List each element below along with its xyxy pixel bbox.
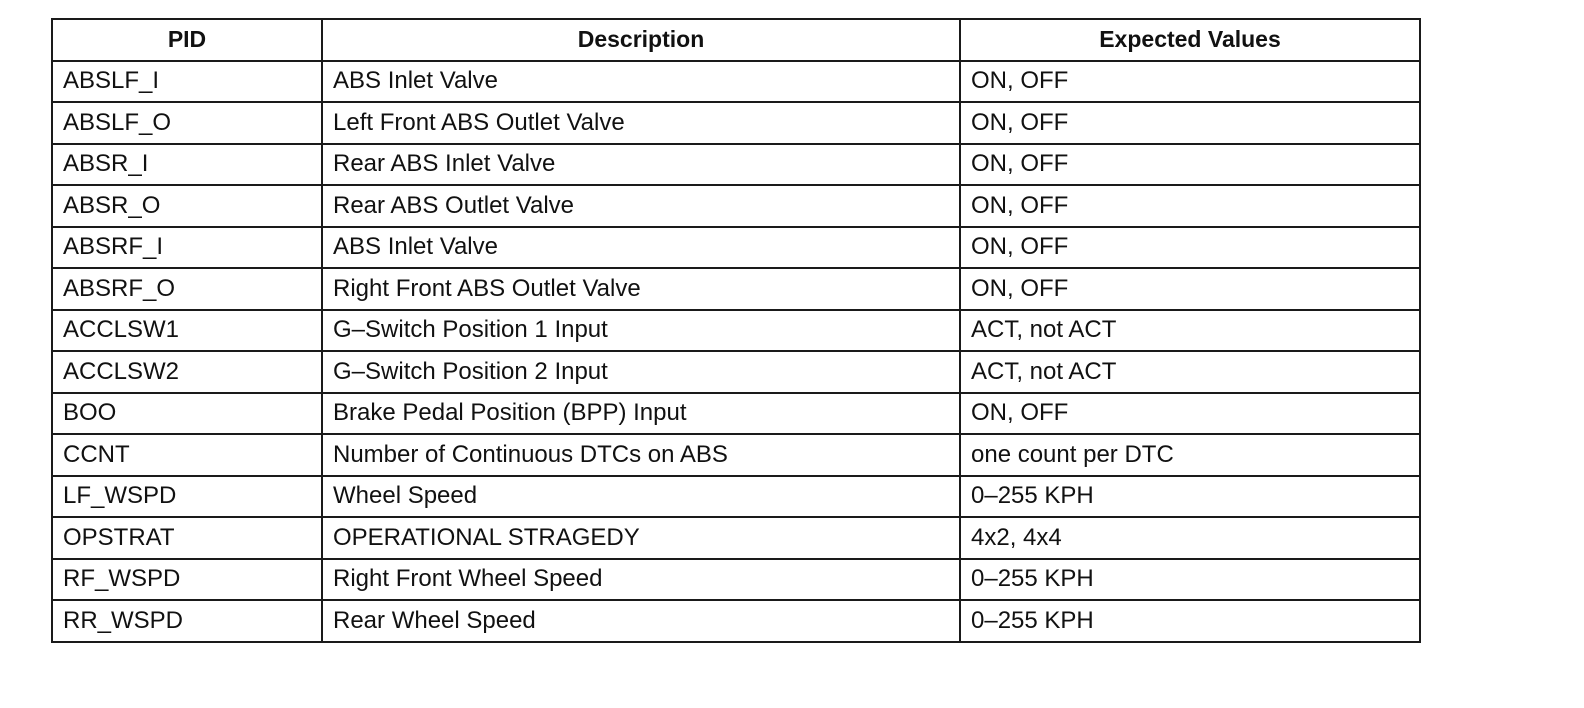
- cell-expected-values: one count per DTC: [960, 434, 1420, 476]
- cell-pid: ABSRF_O: [52, 268, 322, 310]
- cell-description: OPERATIONAL STRAGEDY: [322, 517, 960, 559]
- cell-description: Wheel Speed: [322, 476, 960, 518]
- table-header-row: [52, 19, 1420, 61]
- table-body: [52, 61, 1420, 642]
- cell-pid: ABSRF_I: [52, 227, 322, 269]
- pid-table-container: [51, 18, 1419, 643]
- cell-pid: ACCLSW2: [52, 351, 322, 393]
- cell-pid: ABSR_I: [52, 144, 322, 186]
- cell-pid: OPSTRAT: [52, 517, 322, 559]
- header-pid: PID: [52, 19, 322, 61]
- table-row: [52, 102, 1420, 144]
- cell-description: Right Front ABS Outlet Valve: [322, 268, 960, 310]
- cell-description: Rear Wheel Speed: [322, 600, 960, 642]
- table-row: [52, 268, 1420, 310]
- cell-description: G–Switch Position 1 Input: [322, 310, 960, 352]
- cell-expected-values: 0–255 KPH: [960, 559, 1420, 601]
- cell-pid: LF_WSPD: [52, 476, 322, 518]
- table-row: [52, 393, 1420, 435]
- cell-description: ABS Inlet Valve: [322, 227, 960, 269]
- cell-expected-values: ON, OFF: [960, 61, 1420, 103]
- cell-description: Right Front Wheel Speed: [322, 559, 960, 601]
- cell-expected-values: 0–255 KPH: [960, 476, 1420, 518]
- cell-pid: CCNT: [52, 434, 322, 476]
- cell-expected-values: ON, OFF: [960, 268, 1420, 310]
- cell-expected-values: 4x2, 4x4: [960, 517, 1420, 559]
- table-row: [52, 310, 1420, 352]
- table-row: [52, 517, 1420, 559]
- cell-pid: ACCLSW1: [52, 310, 322, 352]
- table-row: [52, 600, 1420, 642]
- cell-pid: ABSR_O: [52, 185, 322, 227]
- cell-expected-values: ON, OFF: [960, 393, 1420, 435]
- cell-expected-values: ON, OFF: [960, 185, 1420, 227]
- cell-description: Brake Pedal Position (BPP) Input: [322, 393, 960, 435]
- table-row: [52, 476, 1420, 518]
- cell-description: Rear ABS Outlet Valve: [322, 185, 960, 227]
- cell-description: Number of Continuous DTCs on ABS: [322, 434, 960, 476]
- cell-pid: BOO: [52, 393, 322, 435]
- cell-expected-values: ON, OFF: [960, 102, 1420, 144]
- header-description: Description: [322, 19, 960, 61]
- pid-table: [51, 18, 1421, 643]
- cell-expected-values: 0–255 KPH: [960, 600, 1420, 642]
- table-row: [52, 559, 1420, 601]
- cell-expected-values: ON, OFF: [960, 144, 1420, 186]
- table-row: [52, 61, 1420, 103]
- cell-description: Rear ABS Inlet Valve: [322, 144, 960, 186]
- header-expected-values: Expected Values: [960, 19, 1420, 61]
- cell-pid: ABSLF_O: [52, 102, 322, 144]
- cell-expected-values: ACT, not ACT: [960, 351, 1420, 393]
- table-row: [52, 185, 1420, 227]
- table-row: [52, 434, 1420, 476]
- cell-description: ABS Inlet Valve: [322, 61, 960, 103]
- table-row: [52, 227, 1420, 269]
- cell-expected-values: ON, OFF: [960, 227, 1420, 269]
- table-row: [52, 351, 1420, 393]
- cell-pid: RR_WSPD: [52, 600, 322, 642]
- cell-pid: ABSLF_I: [52, 61, 322, 103]
- table-row: [52, 144, 1420, 186]
- cell-expected-values: ACT, not ACT: [960, 310, 1420, 352]
- cell-pid: RF_WSPD: [52, 559, 322, 601]
- cell-description: Left Front ABS Outlet Valve: [322, 102, 960, 144]
- cell-description: G–Switch Position 2 Input: [322, 351, 960, 393]
